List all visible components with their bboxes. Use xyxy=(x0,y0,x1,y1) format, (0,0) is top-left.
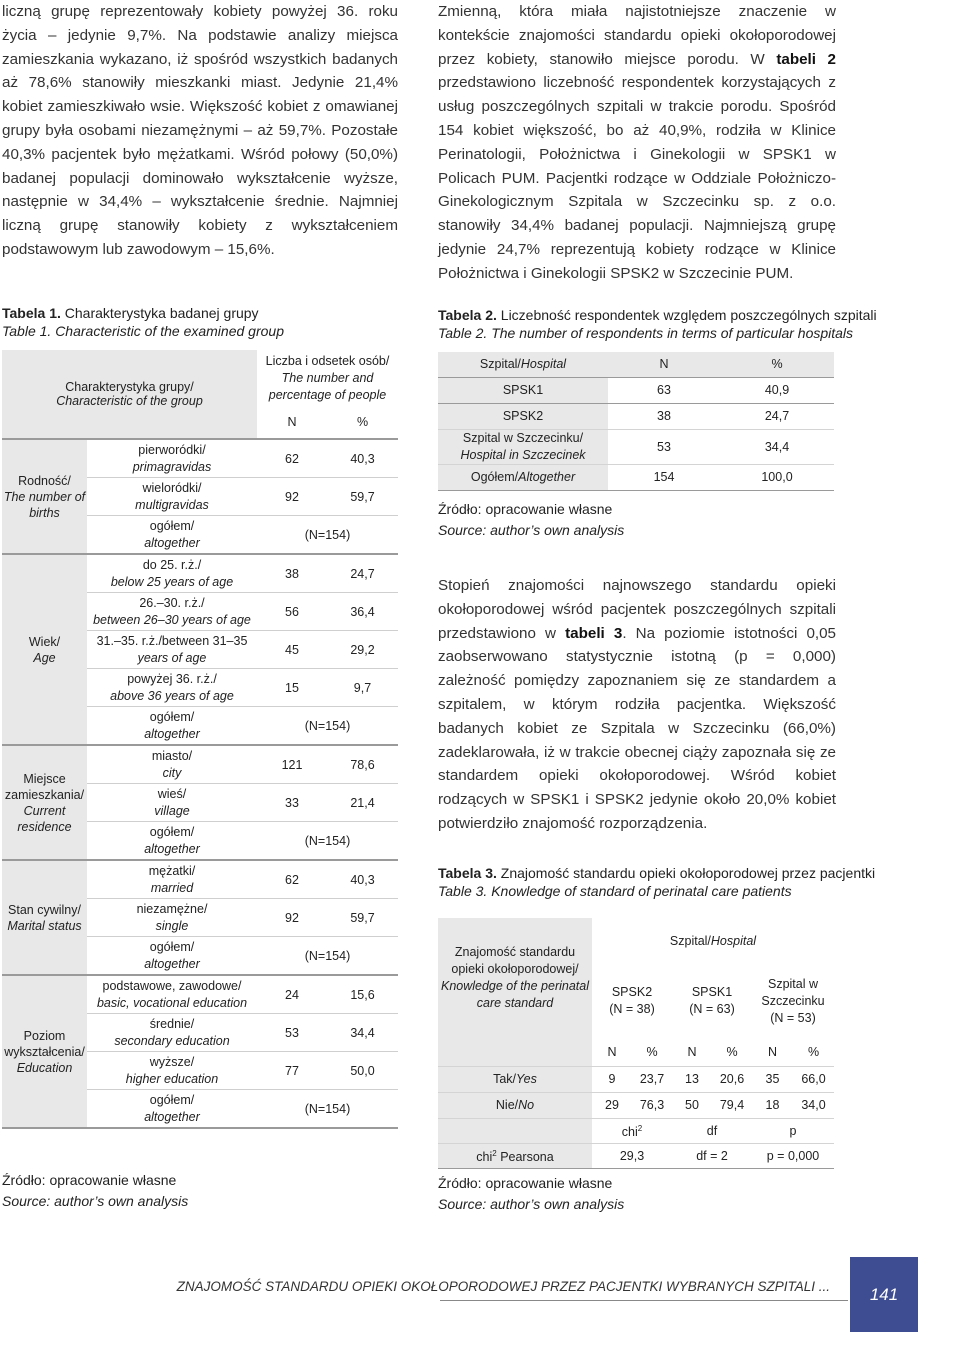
body-paragraph: liczną grupę reprezentowały kobiety powyżej 36. roku życia – jedynie 9,7%. Na podstawie analizy miejsca zamieszkania wykazano, iż spośród wszystkich badanych aż 78,6% stanowiły mieszkanki miast. Jedynie 21,4% kobiet zamieszkiwało wsie. Większość kobiet z omawianej grupy była osobami niezamężnymi – aż 59,7%. Pozostałe 40,3% pacjentek było mężatkami. Wśród połowy (50,0%) badanej populacji dominowało wykształcenie wyższe, następnie w 34,4% – wykształcenie średnie. Najmniej liczną grupę stanowiły kobiety z wykształceniem podstawowym lub zawodowym – 15,6%. xyxy=(2,3,398,258)
cell-label-pl: 31.–35. r.ż./between 31–35 xyxy=(96,633,248,648)
cell-label-pl: pierworódki/ xyxy=(138,442,206,457)
table1-group-label xyxy=(2,554,87,745)
cell-label-en: between 26–30 years of age xyxy=(93,612,251,627)
cell-label-pl: ogółem/ xyxy=(149,518,195,533)
body-paragraph-knowledge: Stopień znajomości najnowszego standardu opieki okołoporodowej wśród pacjentek poszczególnych szpitali przedstawiono w tabeli 3. Na poziomie istotności 0,05 zaobserwowano statystycznie istotną (p = 0,000) zależność pomiędzy zapoznaniem się ze standardem a szpitalem, w którym rodziła pacjentka. Większość badanych kobiet ze Szpitala w Szczecinku (66,0%) zadeklarowała, iż w trakcie obecnej ciąży zapoznała się ze standardem opieki okołoporodowej. Wśród kobiet rodzących w SPSK1 i SPSK2 jedynie około 20,0% kobiet potwierdziło znajomość rozporządzenia. xyxy=(438,577,836,832)
cell-label-en: altogether xyxy=(144,841,200,856)
table-row xyxy=(438,378,834,404)
table1-pct: 50,0 xyxy=(327,1052,398,1090)
table1-n: 77 xyxy=(257,1052,327,1090)
table1-subcategory xyxy=(87,631,257,669)
hospital-n: (N = 38) xyxy=(609,1002,655,1016)
cell-label-en: altogether xyxy=(144,535,200,550)
cell-label-pl: powyżej 36. r.ż./ xyxy=(127,671,217,686)
cell-label-en: secondary education xyxy=(114,1033,230,1048)
table2-n: 63 xyxy=(608,378,720,404)
table3-hospital-header xyxy=(672,964,752,1038)
table1-group-label xyxy=(2,439,87,554)
cell-label-en: Education xyxy=(16,1060,73,1075)
cell-label-pl: wieloródki/ xyxy=(142,480,202,495)
table-row xyxy=(438,404,834,430)
cell-label-en: Hospital in Szczecinek xyxy=(460,448,586,462)
table1-n: 56 xyxy=(257,593,327,631)
table-row xyxy=(2,554,398,593)
cell-label-pl: SPSK1 xyxy=(502,383,544,397)
cell-label-pl: Wiek/ xyxy=(28,634,61,649)
chi-superscript: 2 xyxy=(492,1149,497,1159)
cell-label-en: altogether xyxy=(144,1109,200,1124)
chi-label: chi xyxy=(621,1125,638,1140)
cell-label-en: Altogether xyxy=(518,470,576,484)
table3-stat-label xyxy=(438,1144,592,1169)
table3-stat-chi: 29,3 xyxy=(592,1144,672,1169)
table1-subcategory xyxy=(87,822,257,861)
table2-pct: 40,9 xyxy=(720,378,834,404)
table2-pct: 100,0 xyxy=(720,465,834,491)
table1-n: 45 xyxy=(257,631,327,669)
cell-label-pl: Rodność/ xyxy=(18,473,71,488)
table-row xyxy=(438,1119,834,1144)
table1-col-n: N xyxy=(257,406,327,439)
table1-subcategory xyxy=(87,707,257,746)
cell-label-en: single xyxy=(155,918,189,933)
cell-label-pl: Szpital w Szczecinku/ xyxy=(462,431,584,445)
table2-col-hospital: Szpital/Hospital xyxy=(438,352,608,378)
table2-pct: 24,7 xyxy=(720,404,834,430)
table-row xyxy=(438,1144,834,1169)
table1-total: (N=154) xyxy=(257,707,398,746)
cell-label-en: Marital status xyxy=(7,918,82,933)
table3-hospital-header xyxy=(592,964,672,1038)
table-row xyxy=(438,1093,834,1119)
table1-subcategory xyxy=(87,554,257,593)
table1-n: 62 xyxy=(257,860,327,899)
cell-label-pl: 26.–30. r.ż./ xyxy=(139,595,205,610)
right-column-text-2 xyxy=(438,574,836,836)
cell-label-pl: Tak/ xyxy=(493,1072,517,1086)
table1-total: (N=154) xyxy=(257,516,398,555)
cell-label-en: years of age xyxy=(137,650,207,665)
table1-pct: 40,3 xyxy=(327,439,398,478)
cell-label-en: primagravidas xyxy=(132,459,212,474)
cell-label-en: married xyxy=(150,880,194,895)
right-column-text xyxy=(438,0,836,286)
cell-label-pl: podstawowe, zawodowe/ xyxy=(102,978,242,993)
cell-label-pl: wieś/ xyxy=(157,786,187,801)
cell-label-pl: Poziom wykształcenia/ xyxy=(4,1028,85,1059)
table1-n: 121 xyxy=(257,745,327,784)
chi-superscript: 2 xyxy=(637,1124,643,1134)
table1-subcategory xyxy=(87,784,257,822)
table3-value: 13 xyxy=(672,1067,712,1093)
table1-n: 33 xyxy=(257,784,327,822)
table2-col-n: N xyxy=(608,352,720,378)
table1-pct: 24,7 xyxy=(327,554,398,593)
cell-label-pl: Miejsce zamieszkania/ xyxy=(4,771,85,802)
table2-n: 154 xyxy=(608,465,720,491)
table2-n: 53 xyxy=(608,430,720,465)
cell-label-en: Age xyxy=(33,650,56,665)
table3-answer xyxy=(438,1067,592,1093)
table3-stat-p-head: p xyxy=(752,1119,834,1144)
table1-pct: 78,6 xyxy=(327,745,398,784)
cell-label-en: multigravidas xyxy=(135,497,209,512)
table1-n: 53 xyxy=(257,1014,327,1052)
table1-subcategory xyxy=(87,937,257,976)
table1-subcategory xyxy=(87,1052,257,1090)
table1-group-label xyxy=(2,860,87,975)
table3-blank xyxy=(438,1119,592,1144)
cell-label-en: above 36 years of age xyxy=(110,688,234,703)
table1-total: (N=154) xyxy=(257,937,398,976)
table1-col-pct: % xyxy=(327,406,398,439)
table3-blank xyxy=(438,1038,592,1067)
table1 xyxy=(2,350,398,1129)
cell-label-en: higher education xyxy=(125,1071,219,1086)
table3-value: 66,0 xyxy=(793,1067,834,1093)
hospital-name: SPSK2 xyxy=(611,985,653,999)
hospital-name: SPSK1 xyxy=(691,985,733,999)
table2-hospital xyxy=(438,404,608,430)
cell-label-pl: Nie/ xyxy=(495,1098,519,1112)
cell-label-en: The number of births xyxy=(3,489,86,520)
table1-n: 92 xyxy=(257,899,327,937)
table1-subcategory xyxy=(87,439,257,478)
table1-group-label xyxy=(2,975,87,1128)
table1-n: 38 xyxy=(257,554,327,593)
cell-label-pl: niezamężne/ xyxy=(136,901,208,916)
running-footer-title: ZNAJOMOŚĆ STANDARDU OPIEKI OKOŁOPORODOWEJ PRZEZ PACJENTKI WYBRANYCH SZPITALI ... xyxy=(176,1279,830,1294)
cell-label-en: village xyxy=(154,803,190,818)
table-row xyxy=(2,439,398,478)
table1-n: 92 xyxy=(257,478,327,516)
table3-value: 18 xyxy=(752,1093,793,1119)
table2-source: Źródło: opracowanie własne Source: author’s own analysis xyxy=(438,501,625,538)
table3-value: 50 xyxy=(672,1093,712,1119)
table-row xyxy=(438,465,834,491)
chi-label: chi xyxy=(476,1150,493,1165)
table2-hospital xyxy=(438,430,608,465)
hospital-n: (N = 53) xyxy=(770,1010,816,1025)
table3-header-knowledge: Znajomość standardu opieki okołoporodowej/ Knowledge of the perinatal care standard xyxy=(438,918,592,1038)
cell-label-pl: mężatki/ xyxy=(148,863,196,878)
cell-label-pl: ogółem/ xyxy=(149,1092,195,1107)
table3-col-n: N xyxy=(592,1038,632,1067)
table2-caption: Tabela 2. Liczebność respondentek względem poszczególnych szpitali Table 2. The number of respondents in terms of particular hospitals xyxy=(438,307,877,341)
cell-label-pl: do 25. r.ż./ xyxy=(142,557,202,572)
table3-col-pct: % xyxy=(793,1038,834,1067)
table3-col-pct: % xyxy=(712,1038,752,1067)
cell-label-pl: wyższe/ xyxy=(149,1054,195,1069)
table3-hospital-header xyxy=(752,964,834,1038)
table2-hospital xyxy=(438,378,608,404)
table1-header-count: Liczba i odsetek osób/ The number and percentage of people xyxy=(265,353,390,402)
table1-pct: 36,4 xyxy=(327,593,398,631)
table2-col-pct: % xyxy=(720,352,834,378)
table1-subcategory xyxy=(87,745,257,784)
table1-n: 15 xyxy=(257,669,327,707)
table3-caption: Tabela 3. Znajomość standardu opieki okołoporodowej przez pacjentki Table 3. Knowledge of standard of perinatal care patients xyxy=(438,865,876,899)
table3-answer xyxy=(438,1093,592,1119)
left-column-text xyxy=(2,0,398,262)
cell-label-pl: ogółem/ xyxy=(149,824,195,839)
table1-total: (N=154) xyxy=(257,822,398,861)
table1-subcategory xyxy=(87,478,257,516)
table3-value: 76,3 xyxy=(632,1093,672,1119)
hospital-n: (N = 63) xyxy=(689,1002,735,1016)
cell-label-pl: ogółem/ xyxy=(149,939,195,954)
table3-stat-df: df = 2 xyxy=(672,1144,752,1169)
table3-value: 9 xyxy=(592,1067,632,1093)
table3-stat-chi-head xyxy=(592,1119,672,1144)
table3-value: 34,0 xyxy=(793,1093,834,1119)
table3-value: 29 xyxy=(592,1093,632,1119)
cell-label-pl: ogółem/ xyxy=(149,709,195,724)
table1-total: (N=154) xyxy=(257,1090,398,1129)
table1-subcategory xyxy=(87,1014,257,1052)
cell-label-en: Current residence xyxy=(17,803,72,834)
table1-pct: 29,2 xyxy=(327,631,398,669)
table1-caption: Tabela 1. Charakterystyka badanej grupy Table 1. Characteristic of the examined group xyxy=(2,305,284,339)
hospital-name: Szpital w Szczecinku xyxy=(761,976,825,1008)
table1-n: 24 xyxy=(257,975,327,1014)
table3-value: 79,4 xyxy=(712,1093,752,1119)
pearson-label: Pearsona xyxy=(496,1150,554,1165)
table-row xyxy=(438,1067,834,1093)
table1-source: Źródło: opracowanie własne Source: author’s own analysis xyxy=(2,1172,189,1209)
table3-header-hospital: Szpital/Hospital xyxy=(669,933,757,948)
table-row xyxy=(2,975,398,1014)
table2-pct: 34,4 xyxy=(720,430,834,465)
table-row xyxy=(438,430,834,465)
table1-subcategory xyxy=(87,975,257,1014)
table-row xyxy=(2,860,398,899)
table1-pct: 59,7 xyxy=(327,899,398,937)
table3-col-n: N xyxy=(672,1038,712,1067)
cell-label-en: basic, vocational education xyxy=(96,995,248,1010)
table3-stat-p: p = 0,000 xyxy=(752,1144,834,1169)
cell-label-pl: Ogółem/ xyxy=(470,470,519,484)
cell-label-en: altogether xyxy=(144,726,200,741)
table1-group-label xyxy=(2,745,87,860)
cell-label-en: below 25 years of age xyxy=(110,574,234,589)
table1-subcategory xyxy=(87,516,257,555)
table1-n: 62 xyxy=(257,439,327,478)
table3-col-n: N xyxy=(752,1038,793,1067)
cell-label-pl: średnie/ xyxy=(149,1016,195,1031)
table1-subcategory xyxy=(87,593,257,631)
table2 xyxy=(438,352,834,491)
table3 xyxy=(438,918,834,1169)
table1-pct: 21,4 xyxy=(327,784,398,822)
cell-label-en: No xyxy=(518,1098,535,1112)
body-paragraph-hospitals: Zmienną, która miała najistotniejsze znaczenie w kontekście znajomości standardu opieki okołoporodowej przez kobiety, stanowiło miejsce porodu. W tabeli 2 przedstawiono liczebność respondentek korzystających z usług poszczególnych szpitali w trakcie porodu. Spośród 154 kobiet większość, bo aż 40,9%, rodziła w Klinice Perinatologii, Położnictwa i Ginekologii w SPSK1 w Policach PUM. Pacjentki rodzące w Oddziale Położniczo-Ginekologicznym Szpitala w Szczecinku sp. z o.o. stanowiły 34,4% badanej populacji. Najmniejszą grupę jedynie 24,7% reprezentują kobiety rodzące w Klinice Położnictwa i Ginekologii SPSK2 w Szczecinie PUM. xyxy=(438,3,836,282)
cell-label-pl: SPSK2 xyxy=(502,409,544,423)
table3-source: Źródło: opracowanie własne Source: author’s own analysis xyxy=(438,1175,625,1212)
cell-label-en: city xyxy=(162,765,182,780)
table1-subcategory xyxy=(87,1090,257,1129)
table-row xyxy=(2,745,398,784)
table1-pct: 15,6 xyxy=(327,975,398,1014)
table1-pct: 40,3 xyxy=(327,860,398,899)
table1-pct: 9,7 xyxy=(327,669,398,707)
table1-header-characteristic: Charakterystyka grupy/ Characteristic of the group xyxy=(2,350,257,439)
table3-value: 20,6 xyxy=(712,1067,752,1093)
footer-rule xyxy=(440,1300,848,1301)
table3-value: 23,7 xyxy=(632,1067,672,1093)
cell-label-pl: miasto/ xyxy=(151,748,193,763)
table3-col-pct: % xyxy=(632,1038,672,1067)
table1-subcategory xyxy=(87,899,257,937)
table1-pct: 34,4 xyxy=(327,1014,398,1052)
table1-pct: 59,7 xyxy=(327,478,398,516)
page-number-badge: 141 xyxy=(850,1257,918,1332)
table3-stat-df-head: df xyxy=(672,1119,752,1144)
table2-n: 38 xyxy=(608,404,720,430)
cell-label-en: altogether xyxy=(144,956,200,971)
table1-subcategory xyxy=(87,669,257,707)
table3-value: 35 xyxy=(752,1067,793,1093)
table1-subcategory xyxy=(87,860,257,899)
table2-hospital xyxy=(438,465,608,491)
cell-label-en: Yes xyxy=(516,1072,537,1086)
cell-label-pl: Stan cywilny/ xyxy=(8,902,81,917)
